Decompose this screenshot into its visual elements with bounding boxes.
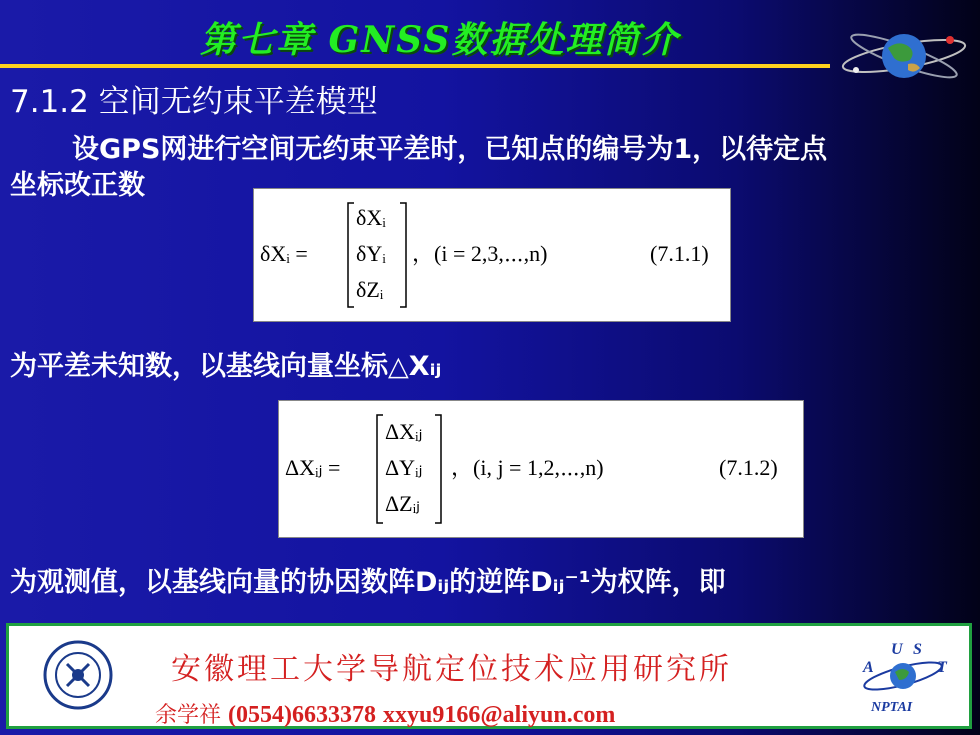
title-divider [0, 64, 830, 68]
nptai-label: NPTAI [871, 700, 913, 715]
university-seal-icon [43, 640, 113, 710]
svg-text:S: S [913, 641, 922, 658]
email-address: xxyu9166@aliyun.com [383, 702, 616, 728]
svg-text:U: U [891, 641, 903, 658]
eq1-lhs: δXᵢ = [260, 241, 308, 266]
eq2-matrix-row-3: ΔZᵢⱼ [385, 491, 421, 516]
eq2-number: (7.1.2) [719, 455, 778, 480]
eq1-matrix-row-2: δYᵢ [356, 241, 386, 266]
footer-banner [6, 623, 972, 729]
slide-title: 第七章 GNSS数据处理简介 [200, 19, 680, 61]
eq2-condition: ，(i, j = 1,2,⋯,n) [451, 455, 604, 480]
author-name: 余学祥 [155, 703, 222, 728]
eq1-matrix-row-3: δZᵢ [356, 277, 384, 302]
svg-text:A: A [863, 659, 874, 676]
contact-line [155, 698, 615, 729]
equation-7-1-2 [278, 400, 804, 538]
eq2-lhs: ΔXᵢⱼ = [285, 455, 341, 480]
equation-7-1-1 [253, 188, 731, 322]
paragraph-3: 为观测值，以基线向量的协因数阵Dᵢⱼ的逆阵Dᵢⱼ⁻¹为权阵，即 [10, 567, 726, 598]
eq2-matrix-row-2: ΔYᵢⱼ [385, 455, 423, 480]
phone-number: (0554)6633378 [228, 702, 376, 728]
eq2-matrix-row-1: ΔXᵢⱼ [385, 419, 423, 444]
eq1-matrix-row-1: δXᵢ [356, 205, 386, 230]
paragraph-1-line-2: 坐标改正数 [10, 170, 145, 201]
svg-text:T: T [937, 659, 947, 676]
paragraph-2: 为平差未知数，以基线向量坐标△Xᵢⱼ [10, 351, 442, 382]
globe-icon [838, 18, 970, 94]
institute-name: 安徽理工大学导航定位技术应用研究所 [171, 652, 732, 687]
eq1-number: (7.1.1) [650, 241, 709, 266]
eq1-condition: ，(i = 2,3,⋯,n) [412, 241, 548, 266]
section-heading: 7.1.2 空间无约束平差模型 [10, 84, 378, 120]
paragraph-1-line-1: 设GPS网进行空间无约束平差时，已知点的编号为1，以待定点 [72, 134, 828, 165]
